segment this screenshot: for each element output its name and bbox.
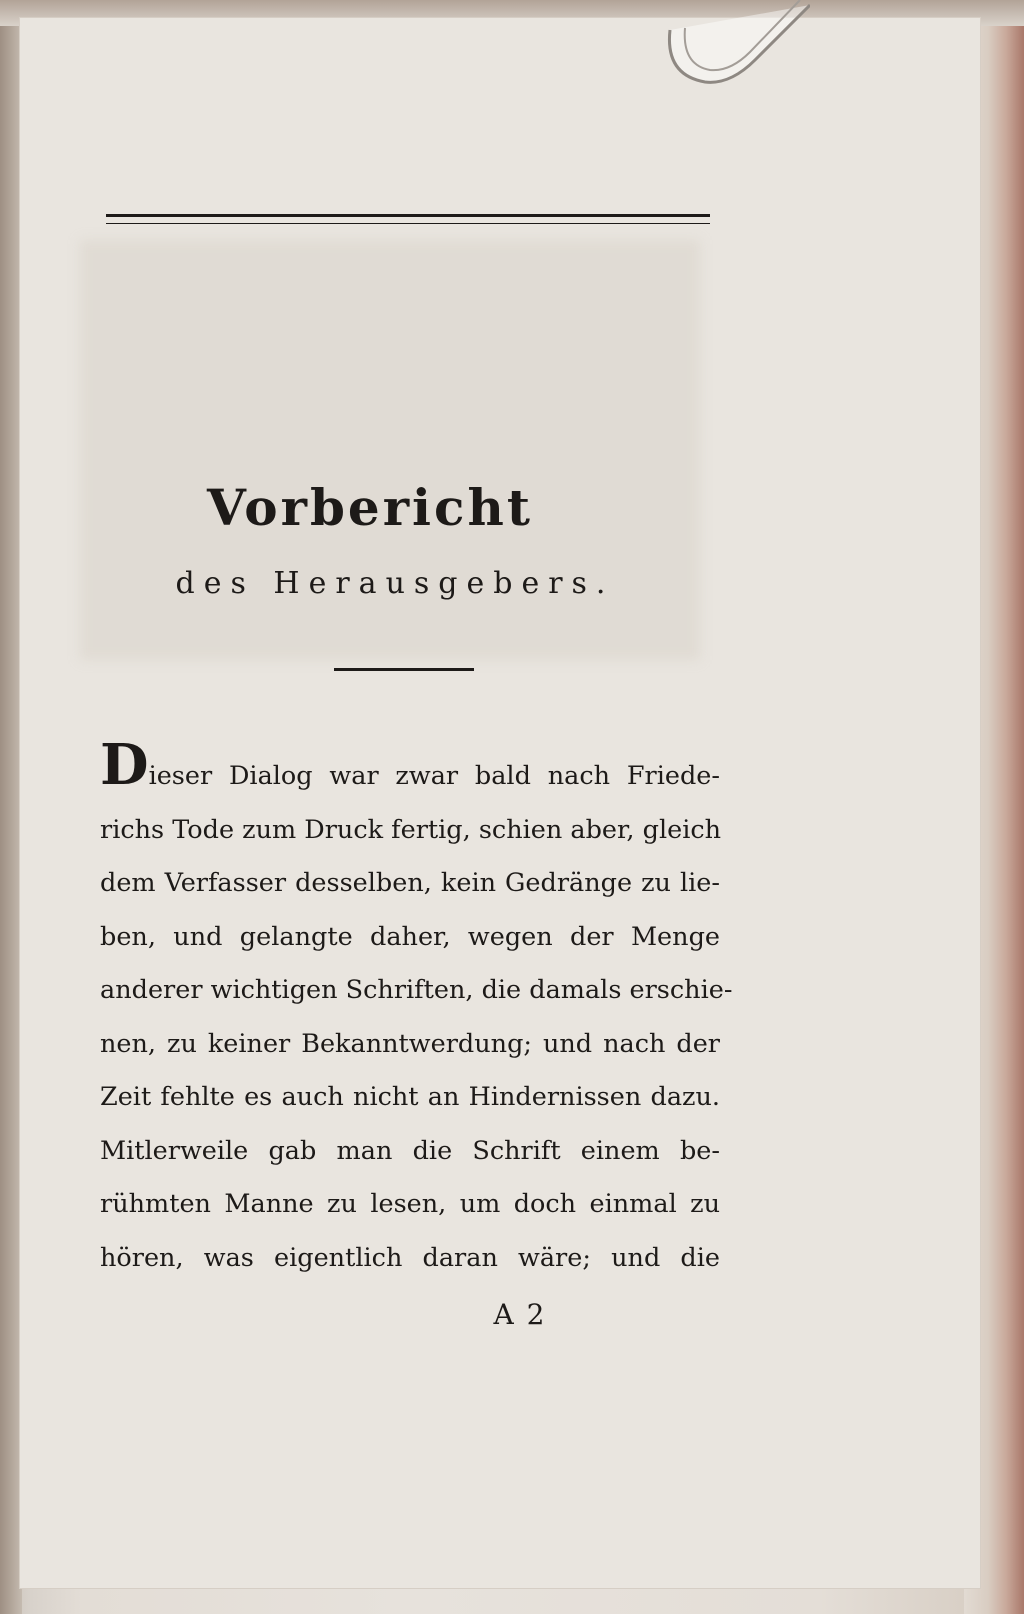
body-text — [100, 732, 733, 1285]
body-line — [100, 732, 720, 804]
paper-clip-icon — [660, 0, 810, 90]
body-line: Mitlerweile gab man die Schrift einem be- — [100, 1135, 720, 1166]
body-line: rühmten Manne zu lesen, um doch einmal zu — [100, 1189, 720, 1219]
page-subtitle: des Herausgebers. — [175, 566, 615, 601]
first-line-text: ieser Dialog war zwar bald nach Friede- — [148, 761, 720, 791]
body-line: Zeit fehlte es auch nicht an Hindernissen dazu. — [100, 1082, 720, 1112]
header-double-rule — [106, 214, 710, 224]
body-line: richs Tode zum Druck fertig, schien aber, gleich — [100, 814, 722, 845]
body-line: nen, zu keiner Bekanntwerdung; und nach der — [100, 1028, 720, 1059]
title-divider — [334, 668, 474, 671]
body-line: hören, was eigentlich daran wäre; und die — [100, 1242, 720, 1273]
book-spine-edge — [0, 0, 22, 1614]
drop-cap: D — [100, 732, 149, 798]
page-title: Vorbericht — [207, 478, 533, 537]
signature-mark: A 2 — [493, 1298, 547, 1331]
body-line: anderer wichtigen Schriften, die damals erschie- — [100, 975, 733, 1005]
body-line: ben, und gelangte daher, wegen der Menge — [100, 921, 720, 952]
body-line: dem Verfasser desselben, kein Gedränge zu lie- — [100, 868, 720, 898]
